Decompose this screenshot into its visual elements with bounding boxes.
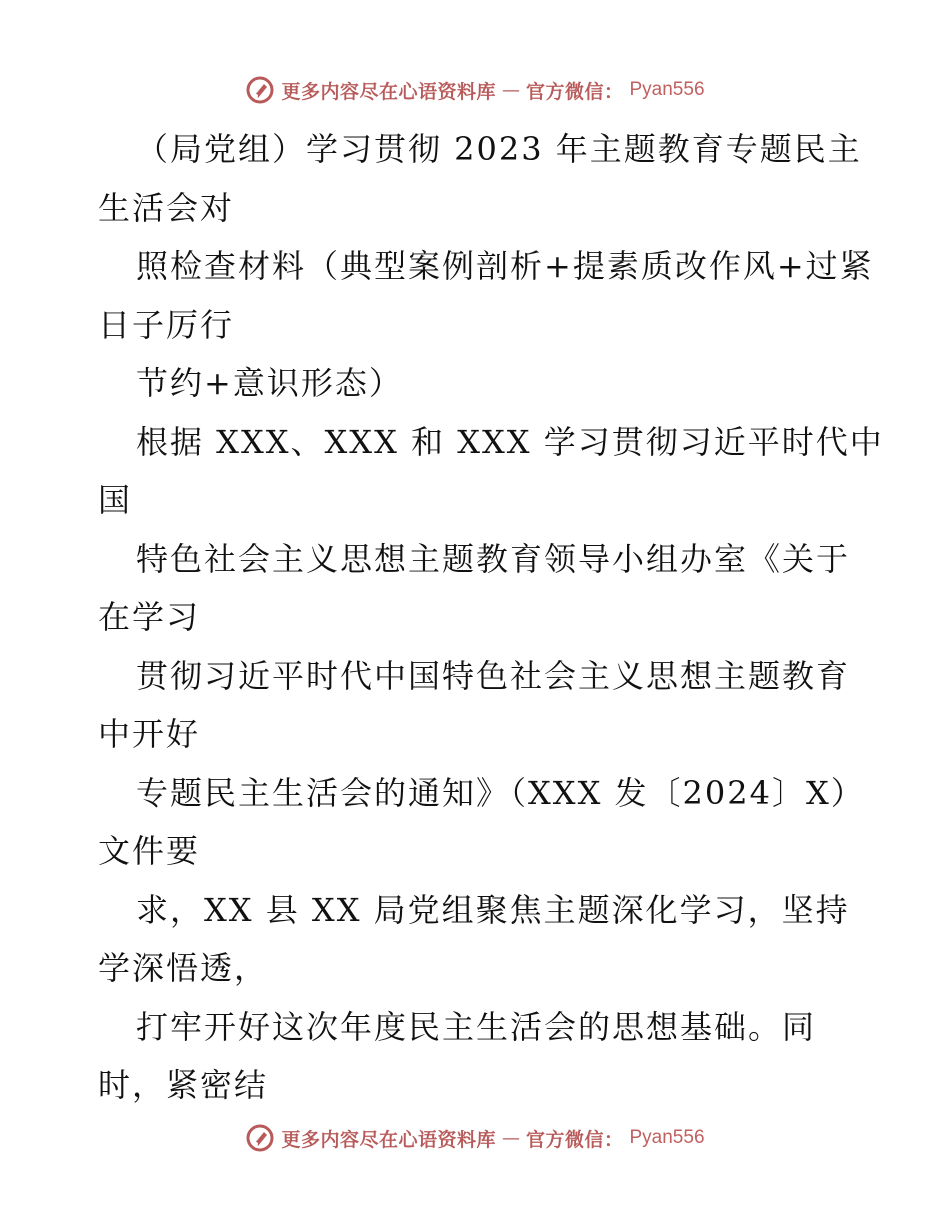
text-line: 在学习 [98, 598, 201, 636]
text-line: 学深悟透， [98, 949, 269, 987]
text-line: 日子厉行 [98, 305, 235, 344]
banner-text: 更多内容尽在心语资料库 [281, 1128, 496, 1151]
text-line: 节约+意识形态） [136, 364, 403, 402]
text-line: 打牢开好这次年度民主生活会的思想基础。同 [136, 1007, 817, 1046]
footer-banner [0, 1118, 950, 1158]
text-line: 特色社会主义思想主题教育领导小组办室《关于 [136, 539, 851, 578]
banner-separator: — [501, 1127, 520, 1149]
document-body [98, 120, 884, 1115]
text-line: 照检查材料（典型案例剖析+提素质改作风+过紧 [136, 247, 874, 285]
text-line: 求，XX 县 XX 局党组聚焦主题深化学习，坚持 [136, 890, 850, 929]
text-line: 国 [98, 481, 133, 519]
banner-account: Pyan556 [629, 79, 705, 100]
banner-official: 官方微信： [525, 1128, 624, 1151]
banner-account: Pyan556 [629, 1127, 705, 1148]
pen-nib-circle-icon [245, 75, 275, 105]
banner-separator: — [501, 79, 520, 101]
header-banner [0, 70, 950, 110]
text-line: 中开好 [98, 715, 201, 753]
text-line: 时，紧密结 [98, 1066, 269, 1104]
pen-nib-circle-icon [245, 1123, 275, 1153]
text-line: 贯彻习近平时代中国特色社会主义思想主题教育 [136, 656, 851, 695]
text-line: 专题民主生活会的通知》（XXX 发〔2024〕X） [136, 773, 865, 812]
text-line: 文件要 [98, 832, 201, 870]
text-line: 根据 XXX、XXX 和 XXX 学习贯彻习近平时代中 [136, 422, 884, 461]
banner-text: 更多内容尽在心语资料库 [281, 80, 496, 103]
text-line: 生活会对 [98, 188, 235, 227]
banner-official: 官方微信： [525, 80, 624, 103]
text-line: （局党组）学习贯彻 2023 年主题教育专题民主 [136, 130, 862, 168]
